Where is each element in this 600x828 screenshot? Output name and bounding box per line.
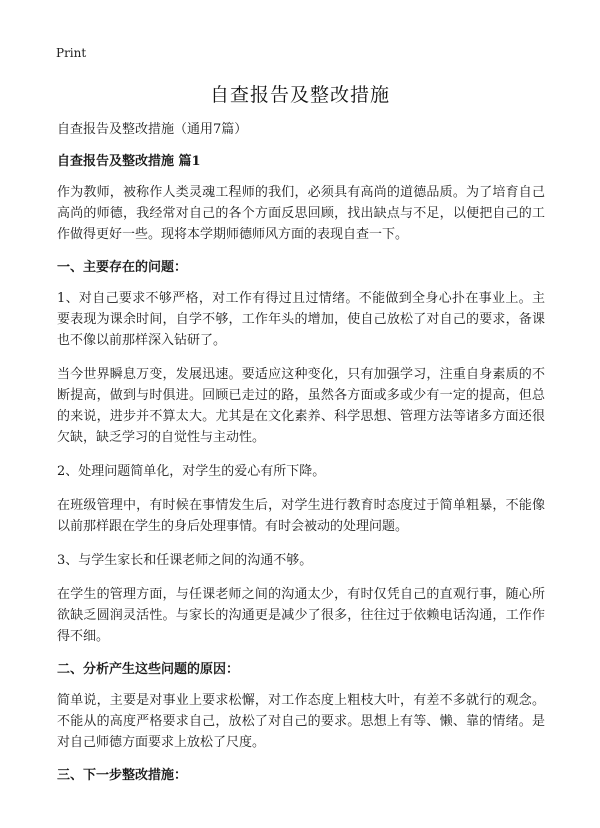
document-body (57, 120, 545, 796)
causes-heading: 二、分析产生这些问题的原因： (57, 662, 240, 677)
section-heading-article-1: 自查报告及整改措施 篇1 (57, 154, 201, 169)
problem-1-paragraph: 1、对自己要求不够严格，对工作有得过且过情绪。不能做到全身心扑在事业上。主要表现为课余时间，自学不够，工作年头的增加，使自己放松了对自己的要求，备课也不像以前那样深入钻研了。 (57, 291, 545, 348)
problem-3-paragraph: 3、与学生家长和任课老师之间的沟通不够。 (57, 553, 313, 568)
causes-paragraph: 简单说，主要是对事业上要求松懈，对工作态度上粗枝大叶，有差不多就行的观念。不能从的高度严格要求自己，放松了对自己的要求。思想上有等、懒、靠的情绪。是对自己师德方面要求上放松了尺度。 (57, 693, 545, 750)
problem-2-paragraph: 2、处理问题简单化，对学生的爱心有所下降。 (57, 464, 326, 479)
intro-paragraph: 作为教师，被称作人类灵魂工程师的我们，必须具有高尚的道德品质。为了培育自己高尚的师德，我经常对自己的各个方面反思回顾，找出缺点与不足，以便把自己的工作做得更好一些。现将本学期师德师风方面的表现自查一下。 (57, 185, 545, 242)
document-subtitle: 自查报告及整改措施（通用7篇） (57, 122, 248, 137)
problem-1-detail-paragraph: 当今世界瞬息万变，发展迅速。要适应这种变化，只有加强学习，注重自身素质的不断提高，做到与时俱进。回顾已走过的路，虽然各方面或多或少有一定的提高，但总的来说，进步并不算太大。尤其是在文化素养、科学思想、管理方法等诸多方面还很欠缺，缺乏学习的自觉性与主动性。 (57, 367, 545, 445)
problem-2-detail-paragraph: 在班级管理中，有时候在事情发生后，对学生进行教育时态度过于简单粗暴，不能像以前那样跟在学生的身后处理事情。有时会被动的处理问题。 (57, 498, 545, 534)
document-title: 自查报告及整改措施 (209, 84, 390, 106)
problems-heading: 一、主要存在的问题： (57, 260, 188, 275)
problem-3-detail-paragraph: 在学生的管理方面，与任课老师之间的沟通太少，有时仅凭自己的直观行事，随心所欲缺乏圆润灵活性。与家长的沟通更是减少了很多，往往过于依赖电话沟通，工作作得不细。 (57, 587, 545, 644)
print-label: Print (56, 46, 87, 60)
next-steps-heading: 三、下一步整改措施： (57, 768, 188, 783)
